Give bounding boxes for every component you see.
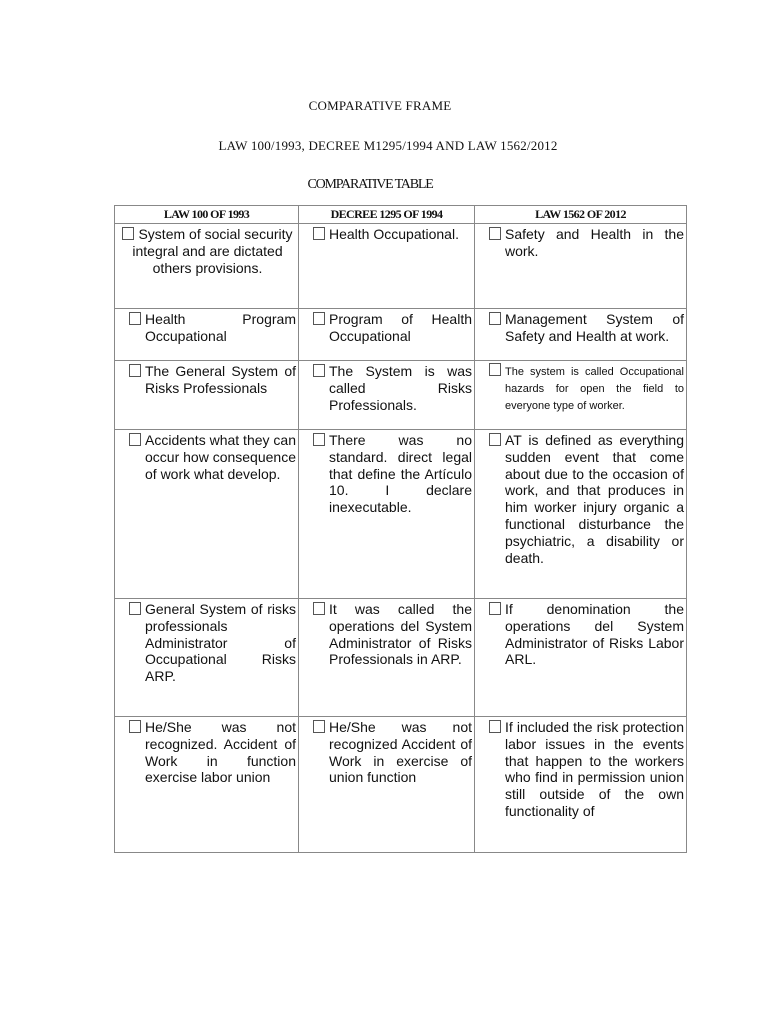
cell-text: Program of Health Occupational	[329, 311, 472, 344]
checkbox-bullet-icon	[313, 227, 325, 240]
checkbox-bullet-icon	[129, 602, 141, 615]
table-row	[115, 309, 687, 361]
table-row	[115, 599, 687, 717]
document-title: COMPARATIVE FRAME	[308, 98, 452, 113]
table-title: COMPARATIVE TABLE	[307, 177, 433, 192]
cell-text: The system is called Occupational hazards for open the field to everyone type of worker.	[505, 366, 684, 412]
checkbox-bullet-icon	[129, 433, 141, 446]
cell-text: The General System of Risks Professionals	[145, 363, 296, 396]
column-header-law-1562: LAW 1562 OF 2012	[475, 206, 687, 224]
checkbox-bullet-icon	[129, 312, 141, 325]
cell-text: He/She was not recognized Accident of Work in exercise of union function	[329, 719, 472, 786]
table-cell	[299, 717, 475, 853]
cell-text: Health Occupational.	[329, 226, 459, 242]
cell-text: If denomination the operations del System Administrator of Risks Labor ARL.	[505, 601, 684, 668]
table-cell	[299, 309, 475, 361]
table-row	[115, 224, 687, 309]
table-cell	[299, 430, 475, 599]
table-cell	[475, 361, 687, 430]
checkbox-bullet-icon	[489, 312, 501, 325]
table-cell	[115, 361, 299, 430]
checkbox-bullet-icon	[129, 364, 141, 377]
checkbox-bullet-icon	[313, 602, 325, 615]
cell-text: The System is was called Risks Professionals.	[329, 363, 472, 413]
checkbox-bullet-icon	[489, 602, 501, 615]
cell-text: Management System of Safety and Health at work.	[505, 311, 684, 344]
table-cell	[115, 309, 299, 361]
table-cell	[115, 599, 299, 717]
table-cell	[475, 430, 687, 599]
table-row	[115, 361, 687, 430]
table-cell	[475, 599, 687, 717]
column-header-decree-1295: DECREE 1295 OF 1994	[299, 206, 475, 224]
checkbox-bullet-icon	[489, 363, 501, 376]
table-cell	[299, 599, 475, 717]
table-cell	[475, 224, 687, 309]
table-cell	[299, 224, 475, 309]
table-cell	[115, 717, 299, 853]
table-cell	[115, 430, 299, 599]
cell-text: He/She was not recognized. Accident of Work in function exercise labor union	[145, 719, 296, 786]
cell-text: General System of risks professionals Administrator of Occupational Risks ARP.	[145, 601, 296, 685]
table-header-row	[115, 206, 687, 224]
table-row	[115, 430, 687, 599]
checkbox-bullet-icon	[129, 720, 141, 733]
checkbox-bullet-icon	[122, 227, 134, 240]
cell-text: Safety and Health in the work.	[505, 226, 684, 259]
column-header-law-100: LAW 100 OF 1993	[115, 206, 299, 224]
cell-text: It was called the operations del System Administrator of Risks Professionals in ARP.	[329, 601, 472, 668]
cell-text: Accidents what they can occur how consequence of work what develop.	[145, 432, 296, 482]
checkbox-bullet-icon	[489, 433, 501, 446]
checkbox-bullet-icon	[313, 433, 325, 446]
checkbox-bullet-icon	[489, 720, 501, 733]
checkbox-bullet-icon	[313, 364, 325, 377]
cell-text: If included the risk protection labor issues in the events that happen to the workers who find in permission union still outside of the own functionality of	[505, 719, 684, 819]
comparison-table	[114, 205, 687, 853]
cell-text: AT is defined as everything sudden event that come about due to the occasion of work, and that produces in him worker injury organic a functional disturbance the psychiatric, a disability or death.	[505, 432, 684, 566]
cell-text: System of social security integral and are dictated others provisions.	[132, 226, 293, 276]
table-cell	[299, 361, 475, 430]
table-row	[115, 717, 687, 853]
checkbox-bullet-icon	[313, 312, 325, 325]
cell-text: Health Program Occupational	[145, 311, 296, 344]
document-subtitle: LAW 100/1993, DECREE M1295/1994 AND LAW 1562/2012	[218, 138, 558, 153]
table-cell	[115, 224, 299, 309]
table-cell	[475, 717, 687, 853]
checkbox-bullet-icon	[489, 227, 501, 240]
checkbox-bullet-icon	[313, 720, 325, 733]
cell-text: There was no standard. direct legal that define the Artículo 10. I declare inexecutable.	[329, 432, 472, 516]
table-cell	[475, 309, 687, 361]
